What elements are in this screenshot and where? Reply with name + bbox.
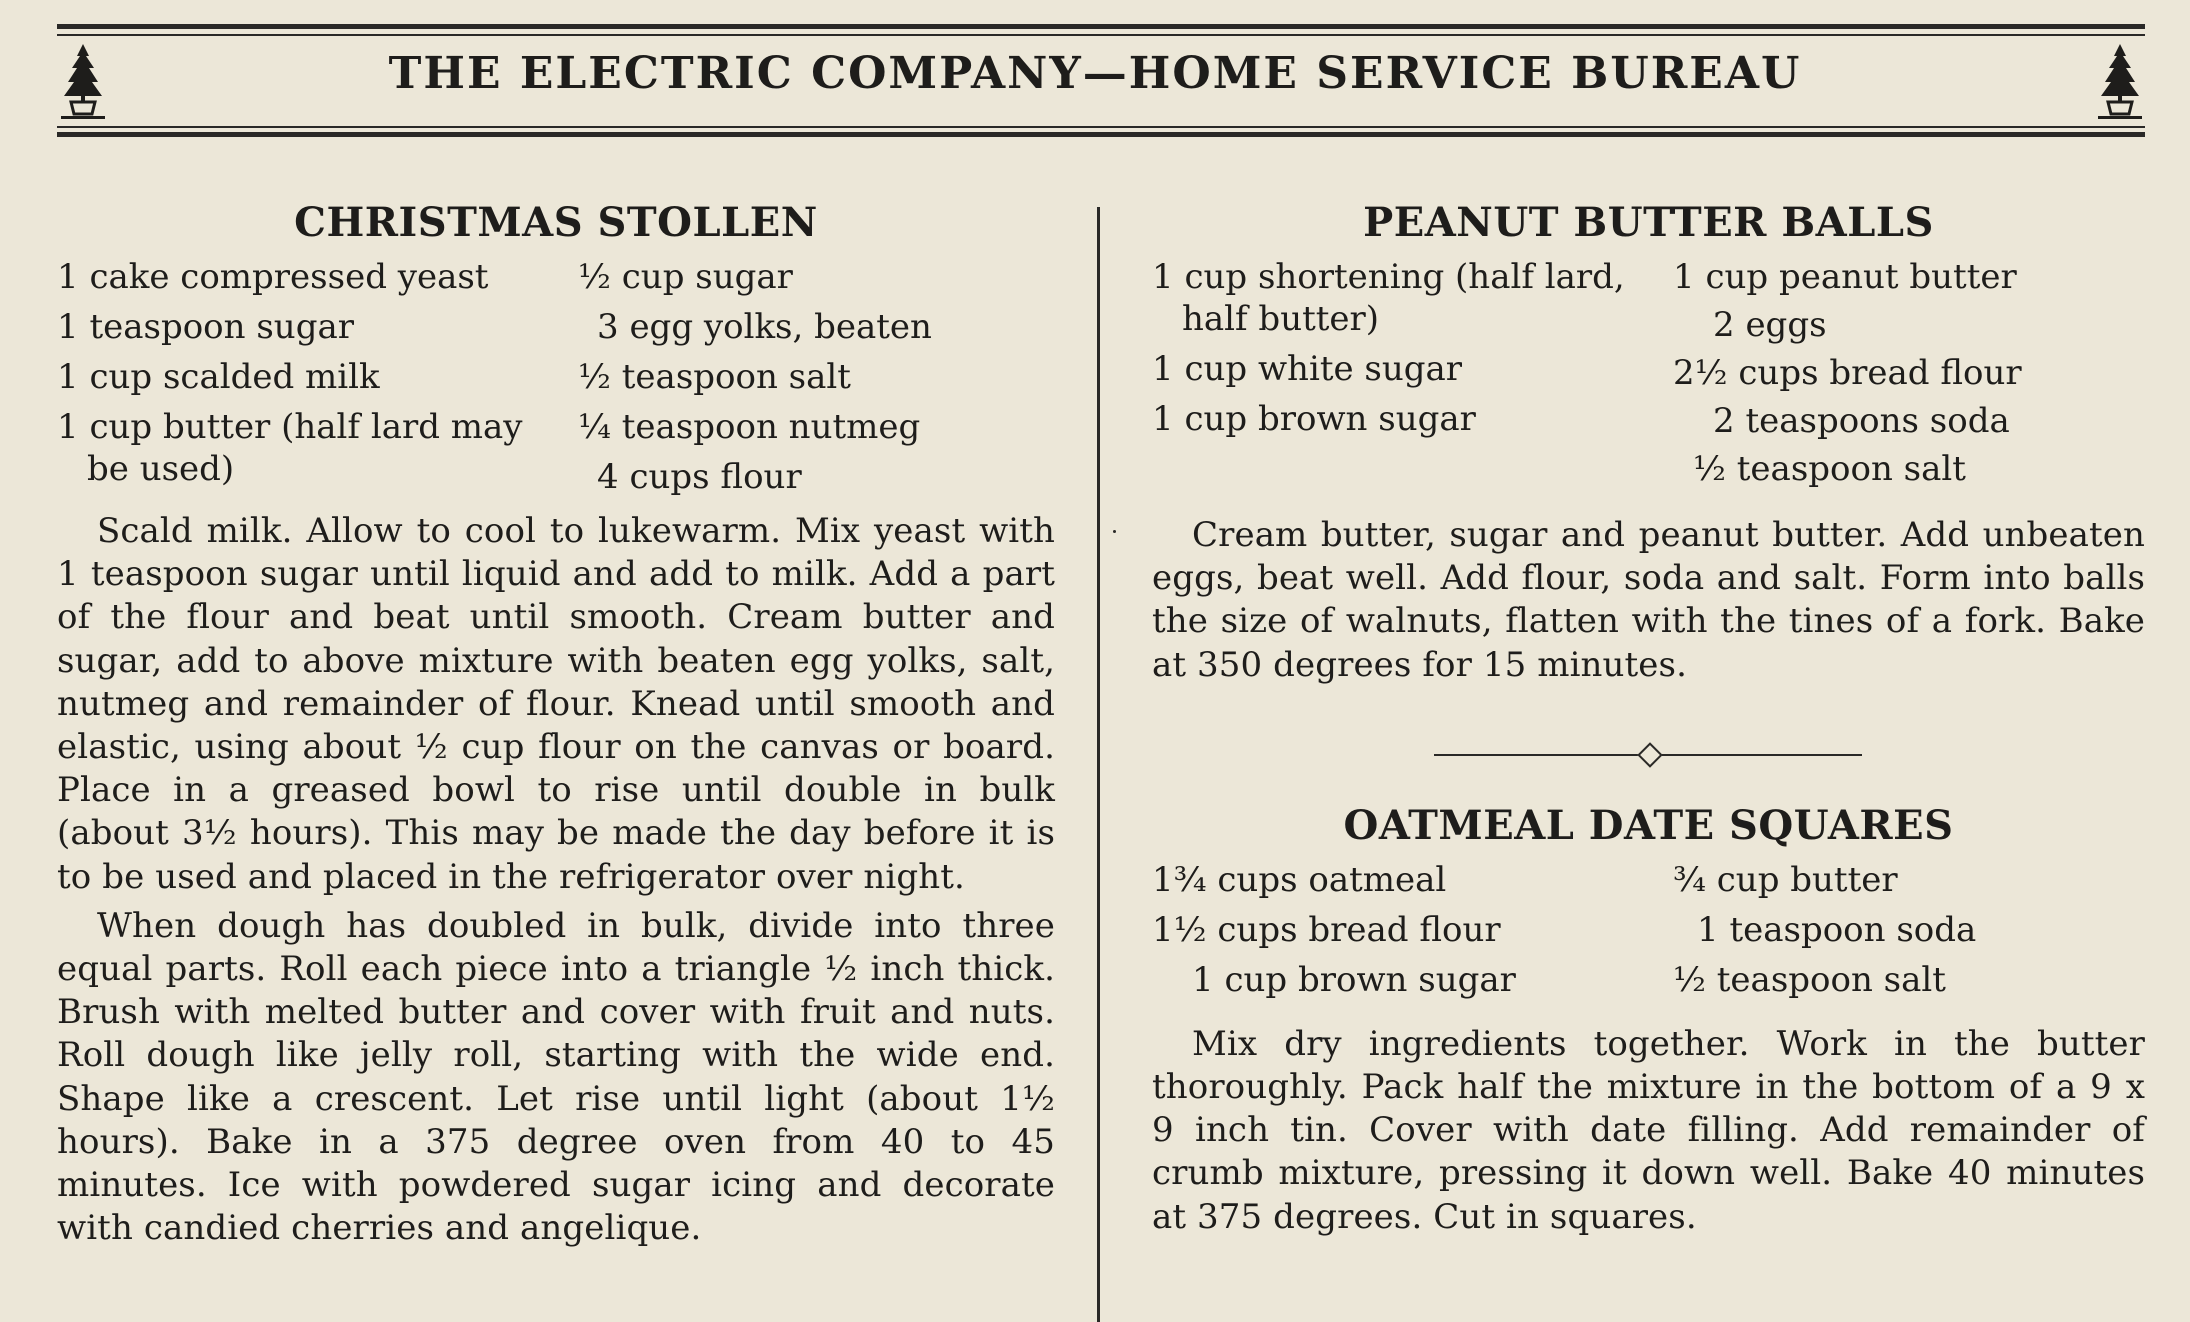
header-rule-bottom-thin bbox=[57, 126, 2145, 128]
recipe-title: OATMEAL DATE SQUARES bbox=[1343, 801, 1954, 849]
ingredient: 1 cake compressed yeast bbox=[57, 257, 489, 297]
ingredient: ½ teaspoon salt bbox=[578, 357, 851, 397]
christmas-tree-icon bbox=[2094, 42, 2146, 120]
ingredient: 1 cup scalded milk bbox=[57, 357, 380, 397]
ingredient: 1 cup brown sugar bbox=[1192, 959, 1516, 1000]
instructions-paragraph: Mix dry ingredients together. Work in the butter thoroughly. Pack half the mixture in the bottom of a 9 x 9 inch tin. Cover with date filling. Add remainder of crumb mixture, pressing it down well. Bake 40 minutes at 375 degrees. Cut in squares. bbox=[1152, 1023, 2145, 1237]
header-rule-top-thick bbox=[57, 24, 2145, 29]
header-rule-top-thin bbox=[57, 34, 2145, 36]
recipe-title: PEANUT BUTTER BALLS bbox=[1363, 199, 1934, 246]
ingredient: ¾ cup butter bbox=[1673, 859, 1898, 900]
ingredient: 4 cups flour bbox=[597, 457, 802, 497]
ink-speck bbox=[1113, 530, 1116, 533]
ingredient-list bbox=[1152, 859, 2145, 1005]
ingredient: half butter) bbox=[1182, 299, 1380, 339]
ingredient: 1¾ cups oatmeal bbox=[1152, 859, 1447, 900]
ingredient: 3 egg yolks, beaten bbox=[597, 307, 932, 347]
instructions-paragraph: Scald milk. Allow to cool to lukewarm. Mix yeast with 1 teaspoon sugar until liquid and add to milk. Add a part of the flour and beat until smooth. Cream butter and sugar, add to above mixture with beaten egg yolks, salt, nutmeg and remainder of flour. Knead until smooth and elastic, using about ½ cup flour on the canvas or board. Place in a greased bowl to rise until double in bulk (about 3½ hours). This may be made the day before it is to be used and placed in the refrigerator over night. bbox=[57, 511, 1055, 897]
section-divider-ornament bbox=[1152, 735, 2145, 775]
right-column bbox=[1152, 190, 2145, 1239]
ingredient: be used) bbox=[87, 449, 235, 489]
instructions-paragraph: Cream butter, sugar and peanut butter. Add unbeaten eggs, beat well. Add flour, soda and salt. Form into balls the size of walnuts, flatten with the tines of a fork. Bake at 350 degrees for 15 minutes. bbox=[1152, 515, 2145, 685]
ingredient: 2½ cups bread flour bbox=[1673, 353, 2022, 393]
ingredient: 1 cup shortening (half lard, bbox=[1152, 257, 1625, 297]
christmas-stollen-recipe bbox=[57, 190, 1055, 1250]
header-rule-bottom-thick bbox=[57, 132, 2145, 137]
header-title: THE ELECTRIC COMPANY—HOME SERVICE BUREAU bbox=[388, 48, 1802, 99]
ingredient: ½ teaspoon salt bbox=[1673, 959, 1946, 1000]
ingredient: 2 teaspoons soda bbox=[1713, 401, 2010, 441]
oatmeal-date-squares-recipe bbox=[1152, 793, 2145, 1239]
ingredient: ¼ teaspoon nutmeg bbox=[578, 407, 921, 447]
ingredient: 1 cup white sugar bbox=[1152, 349, 1463, 389]
ingredient: 1 cup butter (half lard may bbox=[57, 407, 523, 447]
ingredient: 1 teaspoon sugar bbox=[57, 307, 354, 347]
column-divider bbox=[1097, 207, 1100, 1322]
ingredient: ½ cup sugar bbox=[578, 257, 793, 297]
ingredient: ½ teaspoon salt bbox=[1693, 449, 1966, 489]
ingredient: 1½ cups bread flour bbox=[1152, 909, 1501, 950]
instructions-paragraph: When dough has doubled in bulk, divide into three equal parts. Roll each piece into a triangle ½ inch thick. Brush with melted butter and cover with fruit and nuts. Roll dough like jelly roll, starting with the wide end. Shape like a crescent. Let rise until light (about 1½ hours). Bake in a 375 degree oven from 40 to 45 minutes. Ice with powdered sugar icing and decorate with candied cherries and angelique. bbox=[57, 905, 1055, 1249]
peanut-butter-balls-recipe bbox=[1152, 190, 2145, 687]
ingredient-list bbox=[57, 256, 1055, 497]
ingredient: 1 cup brown sugar bbox=[1152, 399, 1476, 439]
ingredient-list bbox=[1152, 256, 2145, 492]
recipe-title: CHRISTMAS STOLLEN bbox=[294, 199, 818, 246]
ingredient: 1 teaspoon soda bbox=[1697, 909, 1977, 950]
ingredient: 1 cup peanut butter bbox=[1673, 257, 2017, 297]
diamond-icon bbox=[1637, 742, 1662, 767]
ingredient: 2 eggs bbox=[1713, 305, 1827, 345]
